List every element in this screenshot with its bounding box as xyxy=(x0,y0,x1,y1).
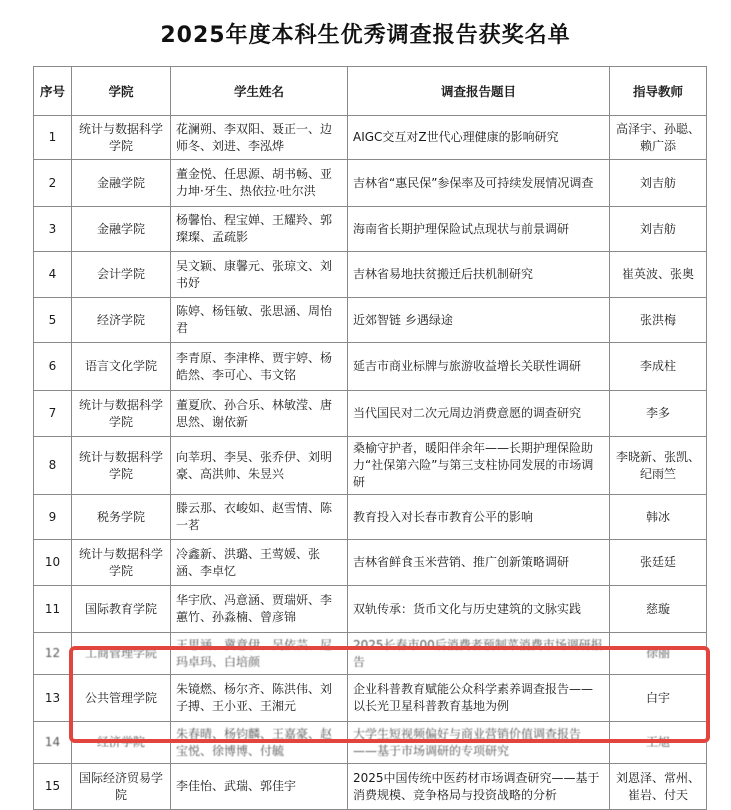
row-number: 1 xyxy=(34,116,72,160)
row-college: 国际经济贸易学院 xyxy=(72,764,171,810)
row-number: 11 xyxy=(34,586,72,633)
table-header-row xyxy=(34,67,707,116)
row-number: 12 xyxy=(34,633,72,675)
table-row xyxy=(34,495,707,540)
row-college: 经济学院 xyxy=(72,298,171,343)
row-teacher: 韩冰 xyxy=(610,495,707,540)
table-row xyxy=(34,116,707,160)
row-topic: 大学生短视频偏好与商业营销价值调查报告——基于市场调研的专项研究 xyxy=(348,722,610,764)
row-number: 8 xyxy=(34,437,72,495)
row-teacher: 崔英波、张奥 xyxy=(610,252,707,298)
table-row xyxy=(34,160,707,207)
row-students: 陈婷、杨钰敏、张思涵、周怡君 xyxy=(171,298,348,343)
header-teacher: 指导教师 xyxy=(610,67,707,116)
header-college: 学院 xyxy=(72,67,171,116)
table-row xyxy=(34,391,707,437)
row-teacher: 张廷廷 xyxy=(610,540,707,586)
row-teacher: 白宇 xyxy=(610,675,707,722)
row-students: 花澜朔、李双阳、聂正一、边师冬、刘进、李泓烨 xyxy=(171,116,348,160)
row-teacher: 张洪梅 xyxy=(610,298,707,343)
row-students: 李佳怡、武瑞、郭佳宇 xyxy=(171,764,348,810)
row-college: 统计与数据科学学院 xyxy=(72,116,171,160)
row-college: 统计与数据科学学院 xyxy=(72,391,171,437)
row-topic: 企业科普教育赋能公众科学素养调查报告——以长光卫星科普教育基地为例 xyxy=(348,675,610,722)
row-students: 冷鑫新、洪璐、王莺媛、张涵、李卓忆 xyxy=(171,540,348,586)
row-number: 6 xyxy=(34,343,72,391)
row-teacher: 刘恩泽、常州、崔岩、付天 xyxy=(610,764,707,810)
row-teacher: 高泽宇、孙聪、赖广添 xyxy=(610,116,707,160)
row-topic: AIGC交互对Z世代心理健康的影响研究 xyxy=(348,116,610,160)
row-teacher: 李成柱 xyxy=(610,343,707,391)
row-topic: 海南省长期护理保险试点现状与前景调研 xyxy=(348,207,610,252)
row-number: 5 xyxy=(34,298,72,343)
table-row xyxy=(34,722,707,764)
header-topic: 调查报告题目 xyxy=(348,67,610,116)
award-table xyxy=(33,66,707,810)
row-college: 公共管理学院 xyxy=(72,675,171,722)
row-students: 董夏欣、孙合乐、林敏滢、唐思然、谢依新 xyxy=(171,391,348,437)
row-topic: 当代国民对二次元周边消费意愿的调查研究 xyxy=(348,391,610,437)
row-topic: 2025长春市00后消费者预制菜消费市场调研报告 xyxy=(348,633,610,675)
row-college: 金融学院 xyxy=(72,207,171,252)
header-students: 学生姓名 xyxy=(171,67,348,116)
row-teacher: 刘吉舫 xyxy=(610,160,707,207)
row-teacher: 刘吉舫 xyxy=(610,207,707,252)
row-topic: 教育投入对长春市教育公平的影响 xyxy=(348,495,610,540)
row-topic: 延吉市商业标牌与旅游收益增长关联性调研 xyxy=(348,343,610,391)
row-teacher: 徐丽 xyxy=(610,633,707,675)
row-number: 2 xyxy=(34,160,72,207)
table-row xyxy=(34,633,707,675)
row-number: 7 xyxy=(34,391,72,437)
row-topic: 吉林省“惠民保”参保率及可持续发展情况调查 xyxy=(348,160,610,207)
row-college: 会计学院 xyxy=(72,252,171,298)
row-students: 杨馨怡、程宝婵、王耀羚、郭璨璨、孟疏影 xyxy=(171,207,348,252)
row-students: 向莘玥、李昊、张乔伊、刘明豪、高洪帅、朱昱兴 xyxy=(171,437,348,495)
header-no: 序号 xyxy=(34,67,72,116)
row-topic: 近郊智链 乡遇绿途 xyxy=(348,298,610,343)
row-college: 国际教育学院 xyxy=(72,586,171,633)
row-topic: 吉林省易地扶贫搬迁后扶机制研究 xyxy=(348,252,610,298)
row-college: 统计与数据科学学院 xyxy=(72,540,171,586)
row-college: 工商管理学院 xyxy=(72,633,171,675)
row-students: 朱镜燃、杨尔齐、陈洪伟、刘子搏、王小亚、王湘元 xyxy=(171,675,348,722)
row-topic: 桑榆守护者，暖阳伴余年——长期护理保险助力“社保第六险”与第三支柱协同发展的市场调研 xyxy=(348,437,610,495)
row-number: 14 xyxy=(34,722,72,764)
row-students: 朱春晴、杨钧麟、王嘉豪、赵宝悦、徐博博、付毓 xyxy=(171,722,348,764)
row-college: 税务学院 xyxy=(72,495,171,540)
row-number: 10 xyxy=(34,540,72,586)
row-college: 经济学院 xyxy=(72,722,171,764)
row-college: 金融学院 xyxy=(72,160,171,207)
row-students: 吴文颖、康馨元、张琼文、刘书妤 xyxy=(171,252,348,298)
row-students: 华宇欣、冯意涵、贾瑞妍、李蕙竹、孙淼楠、曾彦锦 xyxy=(171,586,348,633)
row-topic: 2025中国传统中医药材市场调查研究——基于消费规模、竞争格局与投资战略的分析 xyxy=(348,764,610,810)
row-students: 李青原、李津桦、贾宇婷、杨皓然、李可心、韦文铭 xyxy=(171,343,348,391)
table-row xyxy=(34,675,707,722)
table-row xyxy=(34,764,707,810)
table-row xyxy=(34,207,707,252)
row-teacher: 李多 xyxy=(610,391,707,437)
row-number: 9 xyxy=(34,495,72,540)
row-number: 15 xyxy=(34,764,72,810)
table-row xyxy=(34,540,707,586)
row-college: 统计与数据科学学院 xyxy=(72,437,171,495)
row-students: 滕云那、衣峻如、赵雪情、陈一茗 xyxy=(171,495,348,540)
row-topic: 双轨传承：货币文化与历史建筑的文脉实践 xyxy=(348,586,610,633)
row-teacher: 王旭 xyxy=(610,722,707,764)
table-row xyxy=(34,252,707,298)
row-number: 3 xyxy=(34,207,72,252)
row-teacher: 李晓新、张凯、纪雨竺 xyxy=(610,437,707,495)
table-row xyxy=(34,298,707,343)
row-number: 13 xyxy=(34,675,72,722)
table-row xyxy=(34,343,707,391)
table-row xyxy=(34,437,707,495)
row-college: 语言文化学院 xyxy=(72,343,171,391)
row-teacher: 慈璇 xyxy=(610,586,707,633)
row-students: 王思涵、冀意伊、吴依芸、尼玛卓玛、白培颜 xyxy=(171,633,348,675)
page-title: 2025年度本科生优秀调查报告获奖名单 xyxy=(160,23,571,48)
table-row xyxy=(34,586,707,633)
row-topic: 吉林省鲜食玉米营销、推广创新策略调研 xyxy=(348,540,610,586)
row-students: 董金悦、任思源、胡书畅、亚力坤·牙生、热依拉·吐尔洪 xyxy=(171,160,348,207)
row-number: 4 xyxy=(34,252,72,298)
